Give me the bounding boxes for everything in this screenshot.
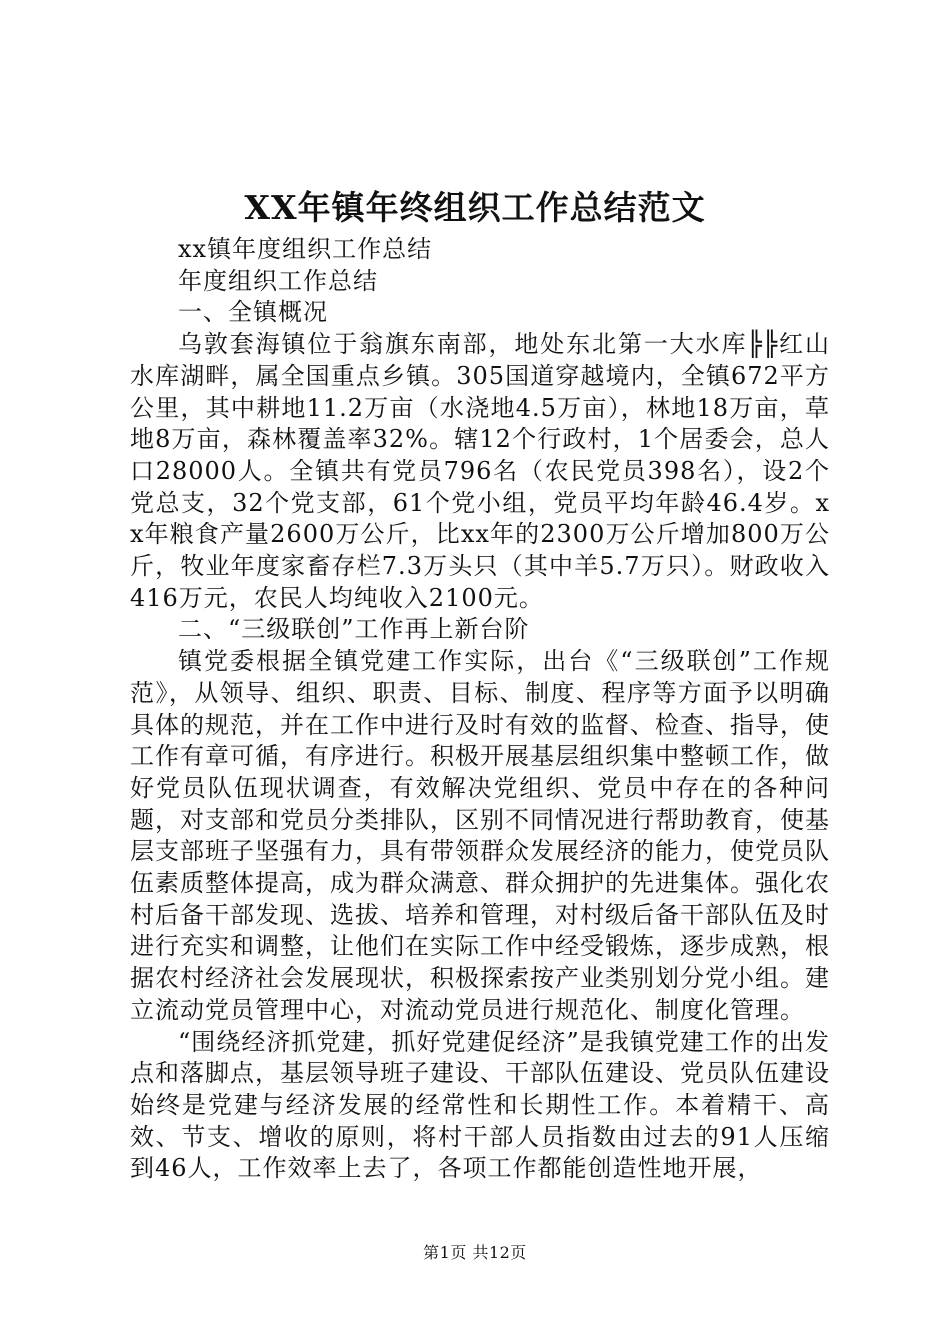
document-title: XX年镇年终组织工作总结范文 (244, 188, 706, 227)
body-paragraph: 镇党委根据全镇党建工作实际，出台《“三级联创”工作规范》，从领导、组织、职责、目标、制度、程序等方面予以明确具体的规范，并在工作中进行及时有效的监督、检查、指导，使工作有章可循，有序进行。积极开展基层组织集中整顿工作，做好党员队伍现状调查，有效解决党组织、党员中存在的各种问题，对支部和党员分类排队，区别不同情况进行帮助教育，使基层支部班子坚强有力，具有带领群众发展经济的能力，使党员队伍素质整体提高，成为群众满意、群众拥护的先进集体。强化农村后备干部发现、选拔、培养和管理，对村级后备干部队伍及时进行充实和调整，让他们在实际工作中经受锻炼，逐步成熟，根据农村经济社会发展现状，积极探索按产业类别划分党小组。建立流动党员管理中心，对流动党员进行规范化、制度化管理。 (130, 647, 830, 1024)
subtitle-paragraph: 年度组织工作总结 (178, 266, 378, 295)
section-heading: 一、全镇概况 (178, 298, 328, 327)
section-heading: 二、“三级联创”工作再上新台阶 (178, 615, 530, 644)
body-paragraph: “围绕经济抓党建，抓好党建促经济”是我镇党建工作的出发点和落脚点，基层领导班子建设、干部队伍建设、党员队伍建设始终是党建与经济发展的经常性和长期性工作。本着精干、高效、节支、增收的原则，将村干部人员指数由过去的91人压缩到46人，工作效率上去了，各项工作都能创造性地开展， (130, 1027, 830, 1183)
document-body (130, 234, 830, 1185)
body-paragraph: 乌敦套海镇位于翁旗东南部，地处东北第一大水库╠╠红山水库湖畔，属全国重点乡镇。305国道穿越境内，全镇672平方公里，其中耕地11.2万亩（水浇地4.5万亩），林地18万亩，草地8万亩，森林覆盖率32%。辖12个行政村，1个居委会，总人口28000人。全镇共有党员796名（农民党员398名），设2个党总支，32个党支部，61个党小组，党员平均年龄46.4岁。xx年粮食产量2600万公斤，比xx年的2300万公斤增加800万公斤，牧业年度家畜存栏7.3万头只（其中羊5.7万只）。财政收入416万元，农民人均纯收入2100元。 (130, 330, 830, 612)
subtitle-paragraph: xx镇年度组织工作总结 (178, 235, 433, 263)
page-number-footer: 第1页 共12页 (423, 1243, 527, 1262)
